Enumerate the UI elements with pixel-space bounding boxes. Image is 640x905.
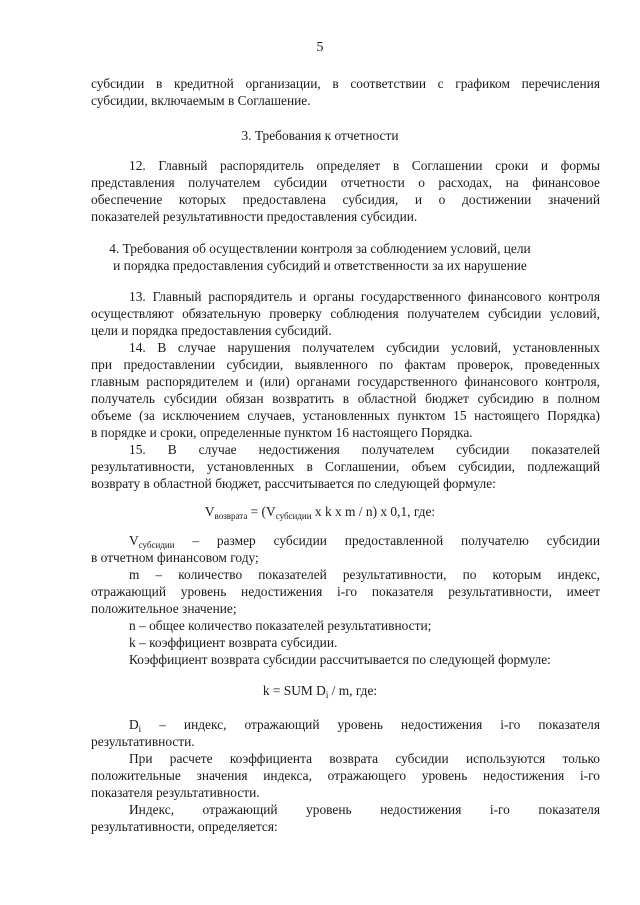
text-line: результативности, установленных в Соглашении, объем субсидии, подлежащий bbox=[91, 459, 600, 474]
text-line: 15. В случае недостижения получателем субсидии показателей bbox=[129, 442, 600, 457]
text-line: положительное значение; bbox=[91, 601, 237, 616]
text-line: в отчетном финансовом году; bbox=[91, 550, 259, 565]
section-heading: и порядка предоставления субсидий и ответственности за их нарушение bbox=[113, 258, 527, 273]
page-number: 5 bbox=[316, 40, 324, 55]
section-heading: 3. Требования к отчетности bbox=[241, 128, 399, 143]
text-line: субсидии, включаемым в Соглашение. bbox=[91, 93, 311, 108]
formula-coefficient: k = SUM $D_i$ / m, где: bbox=[262, 683, 378, 700]
text-line: отражающий уровень недостижения i-го показателя результативности, имеет bbox=[91, 584, 600, 599]
text-line: объеме (за исключением случаев, установленных пунктом 15 настоящего Порядка) bbox=[91, 408, 600, 423]
text-line: показателей результативности предоставления субсидии. bbox=[91, 209, 418, 224]
text-line: в порядке и сроки, определенные пунктом 16 настоящего Порядка. bbox=[91, 425, 473, 440]
text-line: n – общее количество показателей результативности; bbox=[129, 618, 432, 633]
text-line: При расчете коэффициента возврата субсидии используются только bbox=[129, 751, 600, 766]
text-line: при предоставлении субсидии, выявленного по фактам проверок, проведенных bbox=[91, 357, 600, 372]
text-line: положительные значения индекса, отражающего уровень недостижения i-го bbox=[91, 768, 600, 783]
text-line: $V_{субсидии}$ – размер субсидии предоставленной получателю субсидии bbox=[129, 533, 601, 550]
text-line: результативности. bbox=[91, 734, 195, 749]
text-line: 12. Главный распорядитель определяет в Соглашении сроки и формы bbox=[129, 158, 600, 173]
text-line: Индекс, отражающий уровень недостижения i-го показателя bbox=[129, 802, 600, 817]
text-line: получатель субсидии обязан возвратить в областной бюджет субсидию в полном bbox=[91, 391, 600, 406]
section-heading: 4. Требования об осуществлении контроля за соблюдением условий, цели bbox=[109, 241, 531, 256]
text-line: представления получателем субсидии отчетности о расходах, на финансовое bbox=[91, 175, 600, 190]
text-line: главным распорядителем и (или) органами государственного финансового контроля, bbox=[91, 374, 600, 389]
formula-refund: $V_{возврата} = (V_{субсидии}$ x k x m / n) x 0,1, где: bbox=[204, 504, 436, 521]
text-line: m – количество показателей результативности, по которым индекс, bbox=[129, 567, 600, 582]
text-line: обеспечение которых предоставлена субсидия, и о достижении значений bbox=[91, 192, 600, 207]
text-line: субсидии в кредитной организации, в соответствии с графиком перечисления bbox=[91, 76, 600, 91]
text-line: 13. Главный распорядитель и органы государственного финансового контроля bbox=[129, 289, 600, 304]
text-line: возврату в областной бюджет, рассчитывается по следующей формуле: bbox=[91, 476, 496, 491]
text-line: результативности, определяется: bbox=[91, 819, 278, 834]
text-line: показателя результативности. bbox=[91, 785, 260, 800]
text-line: k – коэффициент возврата субсидии. bbox=[129, 635, 338, 650]
text-line: цели и порядка предоставления субсидий. bbox=[91, 323, 332, 338]
text-line: $D_i$ – индекс, отражающий уровень недостижения i-го показателя bbox=[129, 717, 600, 734]
text-line: осуществляют обязательную проверку соблюдения получателем субсидии условий, bbox=[91, 306, 600, 321]
text-line: 14. В случае нарушения получателем субсидии условий, установленных bbox=[129, 340, 600, 355]
text-line: Коэффициент возврата субсидии рассчитывается по следующей формуле: bbox=[129, 652, 551, 667]
